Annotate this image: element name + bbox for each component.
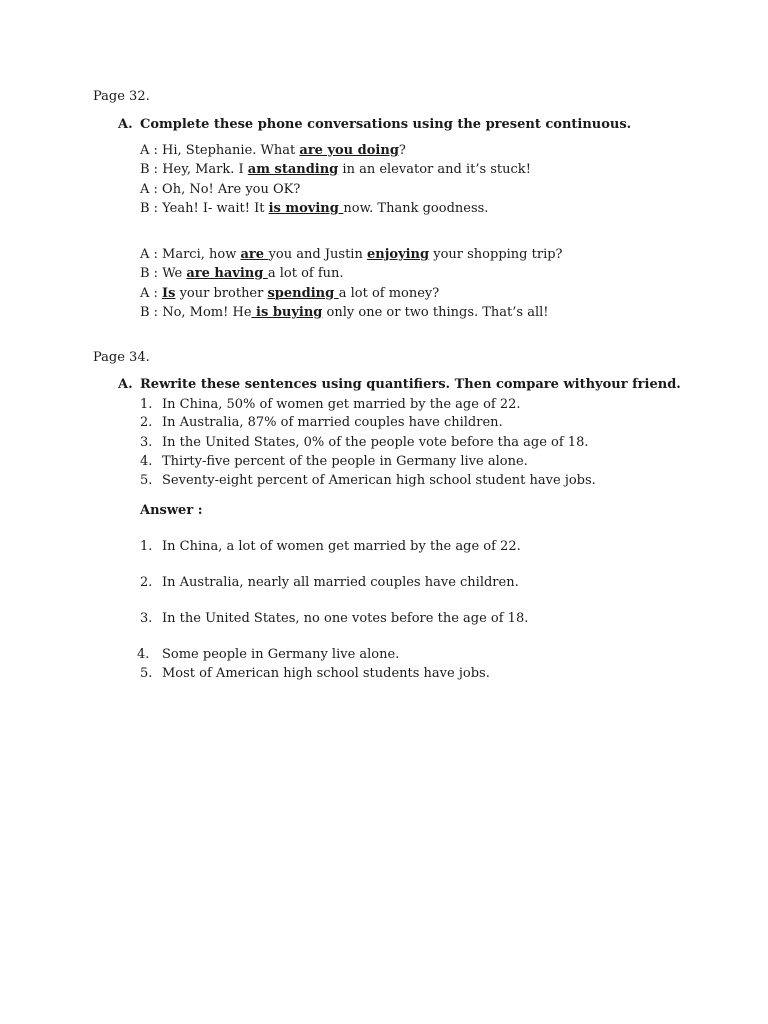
answer-item: Some people in Germany live alone. — [162, 647, 400, 662]
answer-verb: are — [240, 247, 269, 262]
list-number: 5. — [140, 666, 153, 681]
dialogue-text: you and Justin — [268, 247, 367, 262]
dialogue-text: now. Thank goodness. — [343, 201, 489, 216]
sentence-item: In China, 50% of women get married by the age of 22. — [162, 397, 521, 412]
answer-verb: is moving — [268, 201, 344, 216]
answer-item: In China, a lot of women get married by the age of 22. — [162, 539, 521, 554]
conversation-line — [140, 143, 406, 158]
conversation-line — [140, 305, 549, 320]
sentence-item: Seventy-eight percent of American high school student have jobs. — [162, 473, 596, 488]
answer-verb: are you doing — [299, 143, 399, 158]
conversation-line — [140, 286, 439, 301]
section-a-title: Complete these phone conversations using the present continuous. — [140, 117, 632, 132]
list-number: 3. — [140, 611, 153, 626]
answer-heading: Answer : — [140, 503, 203, 518]
list-number: 5. — [140, 473, 153, 488]
answer-verb: are having — [186, 266, 268, 281]
section-a-letter: A. — [118, 117, 133, 132]
answer-verb: spending — [267, 286, 339, 301]
sentence-item: In Australia, 87% of married couples have children. — [162, 415, 503, 430]
conversation-line — [140, 162, 531, 177]
list-number: 1. — [140, 539, 153, 554]
list-number: 2. — [140, 415, 153, 430]
dialogue-text: your brother — [175, 286, 268, 301]
dialogue-text: a lot of fun. — [267, 266, 344, 281]
answer-verb: is buying — [251, 305, 323, 320]
sentence-item: Thirty-five percent of the people in Germany live alone. — [162, 454, 528, 469]
list-number: 1. — [140, 397, 153, 412]
dialogue-text: ? — [398, 143, 406, 158]
page-34-label: Page 34. — [93, 350, 150, 365]
dialogue-text: A : Marci, how — [140, 247, 241, 262]
list-number: 4. — [140, 454, 153, 469]
dialogue-text: A : — [140, 286, 163, 301]
conversation-line — [140, 247, 563, 262]
dialogue-text: your shopping trip? — [429, 247, 563, 262]
list-number: 3. — [140, 435, 153, 450]
list-number: 2. — [140, 575, 153, 590]
dialogue-text: a lot of money? — [338, 286, 440, 301]
dialogue-text: A : Hi, Stephanie. What — [140, 143, 300, 158]
answer-verb: Is — [162, 286, 176, 301]
answer-item: In the United States, no one votes before the age of 18. — [162, 611, 529, 626]
dialogue-text: B : Yeah! I- wait! It — [140, 201, 269, 216]
section-a-title: Rewrite these sentences using quantifiers. Then compare withyour friend. — [140, 377, 681, 392]
section-a-letter: A. — [118, 377, 133, 392]
dialogue-text: B : No, Mom! He — [140, 305, 252, 320]
dialogue-text: in an elevator and it’s stuck! — [338, 162, 531, 177]
dialogue-text: A : Oh, No! Are you OK? — [140, 182, 301, 197]
conversation-line — [140, 182, 300, 197]
dialogue-text: B : We — [140, 266, 187, 281]
list-number: 4. — [137, 647, 150, 662]
sentence-item: In the United States, 0% of the people vote before tha age of 18. — [162, 435, 589, 450]
answer-item: Most of American high school students have jobs. — [162, 666, 490, 681]
conversation-line — [140, 266, 344, 281]
conversation-line — [140, 201, 488, 216]
answer-verb: enjoying — [366, 247, 430, 262]
page-32-label: Page 32. — [93, 89, 150, 104]
dialogue-text: only one or two things. That’s all! — [322, 305, 549, 320]
dialogue-text: B : Hey, Mark. I — [140, 162, 248, 177]
answer-verb: am standing — [247, 162, 339, 177]
answer-item: In Australia, nearly all married couples have children. — [162, 575, 519, 590]
